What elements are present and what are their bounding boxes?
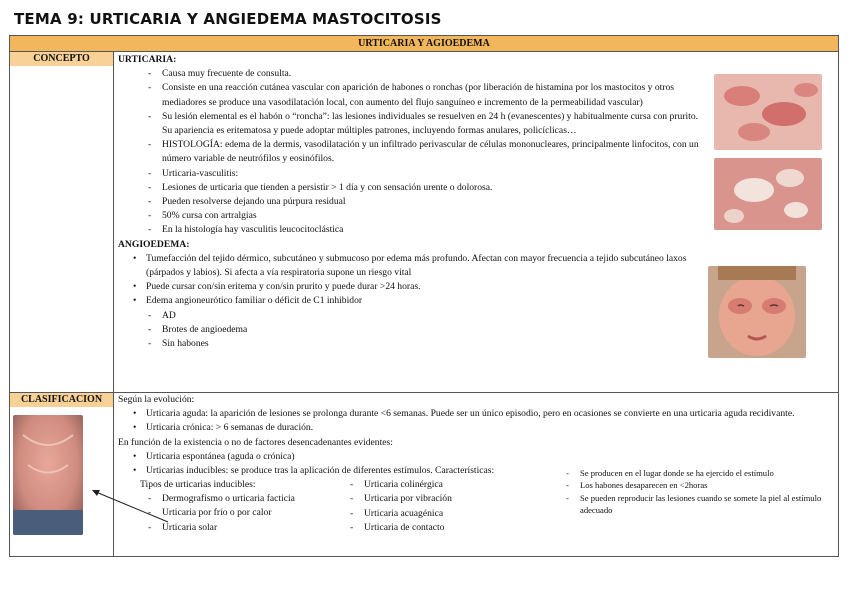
page-title: TEMA 9: URTICARIA Y ANGIEDEMA MASTOCITOSIS bbox=[14, 10, 442, 28]
list-item: • Urticaria crónica: > 6 semanas de duración. bbox=[132, 421, 833, 435]
list-item: - Urticaria por vibración bbox=[350, 492, 550, 506]
list-item: - AD bbox=[148, 309, 708, 323]
list-item: - 50% cursa con artralgias bbox=[148, 209, 708, 223]
list-item: - Lesiones de urticaria que tienden a persistir > 1 día y con sensación urente o dolorosa. bbox=[148, 181, 708, 195]
list-item: - Causa muy frecuente de consulta. bbox=[148, 67, 708, 81]
tipos-label: Tipos de urticarias inducibles: bbox=[140, 479, 256, 491]
list-item: - Se producen en el lugar donde se ha ejercido el estímulo bbox=[566, 467, 832, 479]
list-item: • Tumefacción del tejido dérmico, subcutáneo y submucoso por edema más profundo. Afectan con mayor frecuencia a tejido subcutáneo laxos (párpados y labios). Si afecta a vía respiratoria supone un riesgo vital bbox=[132, 252, 692, 280]
list-item: - Brotes de angioedema bbox=[148, 323, 708, 337]
angioedema-sublist bbox=[148, 309, 708, 352]
list-item: - En la histología hay vasculitis leucocitoclástica bbox=[148, 223, 708, 237]
list-item: - Los habones desaparecen en <2horas bbox=[566, 479, 832, 491]
factores-list bbox=[132, 450, 572, 478]
list-item: • Puede cursar con/sin eritema y con/sin prurito y puede durar >24 horas. bbox=[132, 280, 692, 294]
urticaria-photo-2 bbox=[714, 158, 822, 230]
caracteristicas-list bbox=[566, 467, 832, 517]
clasificacion-label: CLASIFICACION bbox=[10, 393, 113, 407]
angioedema-heading: ANGIOEDEMA: bbox=[118, 238, 190, 250]
urticaria-heading: URTICARIA: bbox=[118, 54, 177, 65]
list-item: • Urticaria espontánea (aguda o crónica) bbox=[132, 450, 572, 464]
angioedema-face-photo bbox=[708, 266, 806, 358]
list-item: • Edema angioneurótico familiar o déficit de C1 inhibidor bbox=[132, 294, 692, 308]
concepto-label-cell bbox=[10, 52, 114, 392]
evolucion-list bbox=[132, 407, 833, 435]
list-item: - Urticaria colinérgica bbox=[350, 478, 550, 492]
list-item: • Urticarias inducibles: se produce tras la aplicación de diferentes estímulos. Características: bbox=[132, 464, 572, 478]
urticaria-list bbox=[148, 67, 708, 237]
list-item: - Urticaria solar bbox=[148, 521, 348, 535]
list-item: - Sin habones bbox=[148, 337, 708, 351]
list-item: - Urticaria-vasculitis: bbox=[148, 167, 708, 181]
urticaria-photo-1 bbox=[714, 74, 822, 150]
list-item: - Se pueden reproducir las lesiones cuando se somete la piel al estímulo adecuado bbox=[566, 492, 832, 517]
list-item: - Consiste en una reacción cutánea vascular con aparición de habones o ronchas (por liberación de histamina por los mastocitos y otros mediadores se produce una vasodilatación local, con aumento del flujo sanguíneo e incremento de la permeabilidad vascular) bbox=[148, 81, 708, 109]
factores-intro: En función de la existencia o no de factores desencadenantes evidentes: bbox=[118, 436, 393, 448]
list-item: - Su lesión elemental es el habón o “roncha”: las lesiones individuales se resuelven en 24 h (evanescentes) y habitualmente cursa con prurito. Su apariencia es eritematosa y puede adoptar múltiples patrones, incluyendo formas anulares, policíclicas… bbox=[148, 110, 708, 138]
list-item: - Urticaria por frío o por calor bbox=[148, 506, 348, 520]
angioedema-list bbox=[132, 252, 692, 309]
dermographism-photo bbox=[13, 415, 83, 535]
evolucion-intro: Según la evolución: bbox=[118, 394, 195, 405]
tipos-col1 bbox=[148, 492, 348, 535]
summary-table bbox=[9, 35, 839, 557]
list-item: - Dermografismo o urticaria facticia bbox=[148, 492, 348, 506]
list-item: • Urticaria aguda: la aparición de lesiones se prolonga durante <6 semanas. Puede ser un único episodio, pero en ocasiones se convierte en una urticaria aguda recidivante. bbox=[132, 407, 833, 421]
concepto-label: CONCEPTO bbox=[10, 52, 113, 66]
list-item: - Urticaria de contacto bbox=[350, 521, 550, 535]
list-item: - Pueden resolverse dejando una púrpura residual bbox=[148, 195, 708, 209]
arrow-icon bbox=[90, 484, 170, 524]
concepto-content bbox=[118, 53, 708, 351]
clasificacion-label-cell bbox=[10, 393, 114, 556]
list-item: - HISTOLOGÍA: edema de la dermis, vasodilatación y un infiltrado perivascular de células mononucleares, principalmente linfocitos, con un número variable de neutrófilos y eosinófilos. bbox=[148, 138, 708, 166]
list-item: - Urticaria acuagénica bbox=[350, 507, 550, 521]
table-header: URTICARIA Y AGIOEDEMA bbox=[10, 36, 838, 52]
tipos-col2 bbox=[350, 478, 550, 535]
